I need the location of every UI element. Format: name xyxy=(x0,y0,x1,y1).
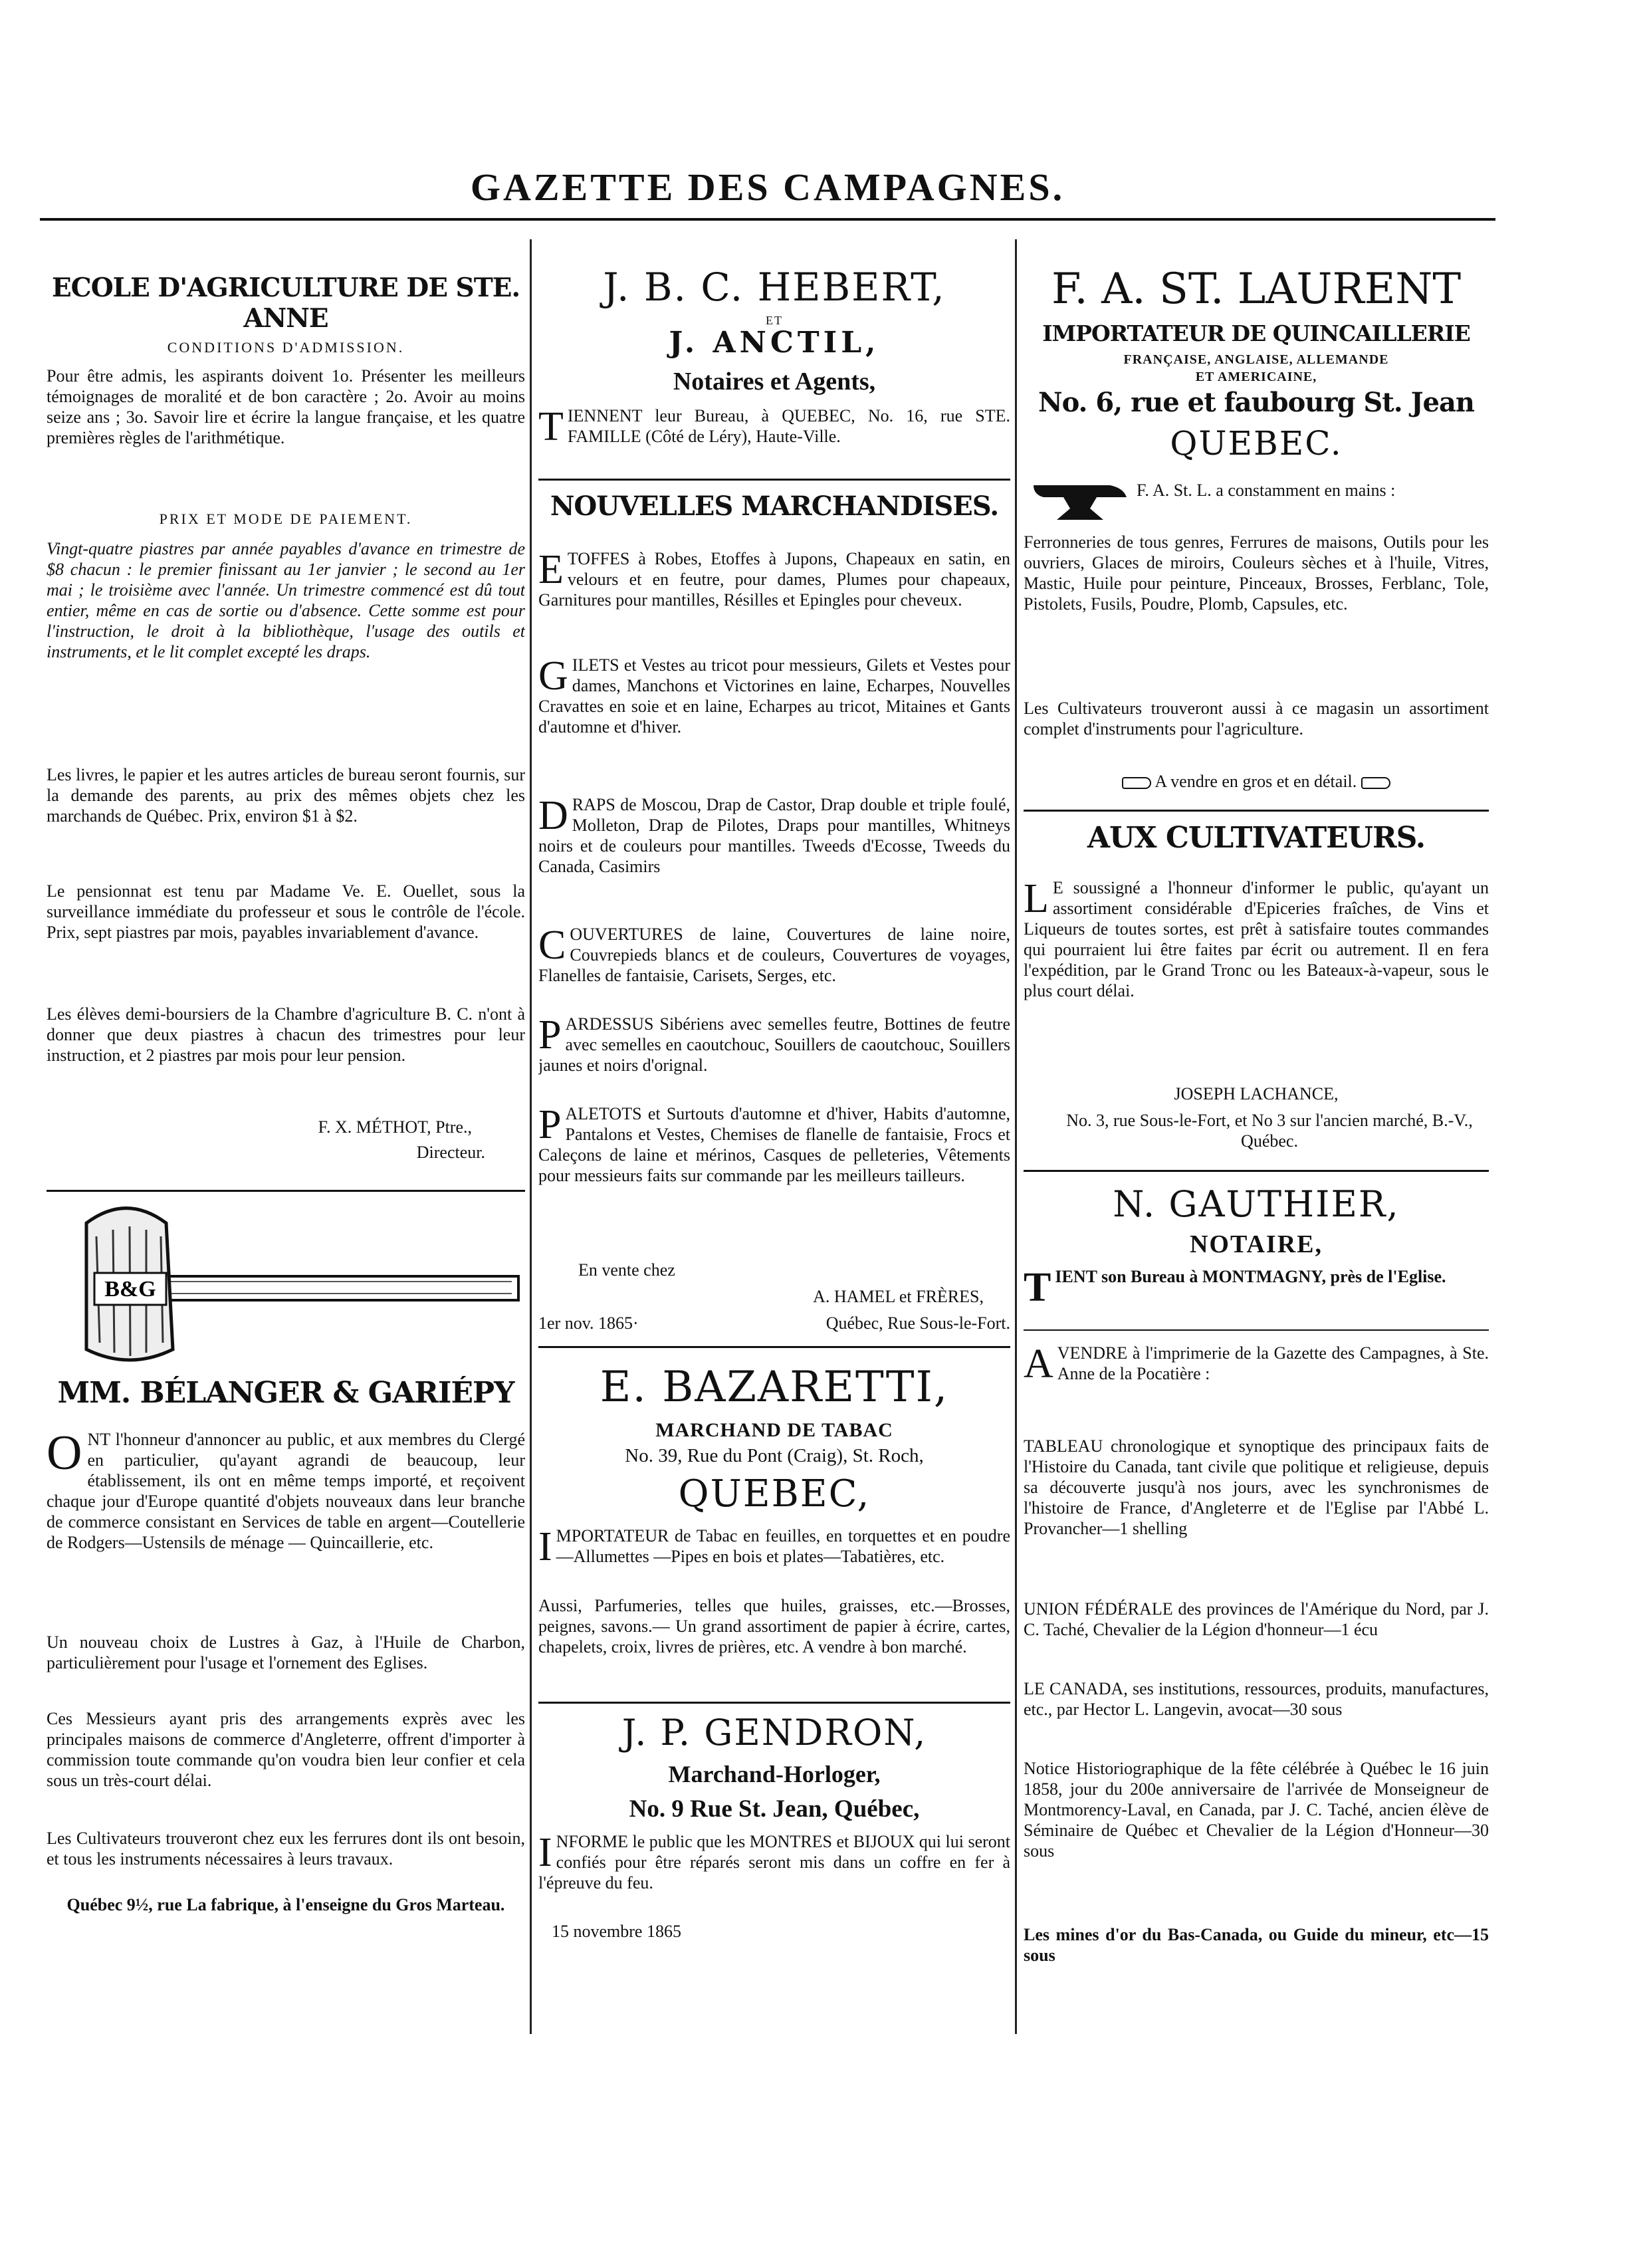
gendron-subtitle: Marchand-Horloger, xyxy=(668,1761,881,1787)
cultivateurs-text: L E soussigné a l'honneur d'informer le public, qu'ayant un assortiment considérable d'Epiceries fraîches, de Vins et Liqueurs de toutes sortes, est prêt à satisfaire toutes commandes qui pourraient lui être faites par écrit ou autrement. Il en fera l'expédition, par le Grand Tronc ou les Bateaux-à-vapeur, sous le plus court délai. xyxy=(1024,877,1489,1000)
nouvelles-title: NOUVELLES MARCHANDISES. xyxy=(550,491,999,522)
belanger-p2: Un nouveau choix de Lustres à Gaz, à l'Huile de Charbon, particulièrement pour l'usage et l'ornement des Eglises. xyxy=(47,1633,525,1672)
livres-text: Les livres, le papier et les autres articles de bureau seront fournis, sur la demande des parents, au prix des mêmes objets chez les marchands de Québec. Prix, environ $1 à $2. xyxy=(47,765,525,826)
bazaretti-p1: IMPORTATEUR de Tabac en feuilles, en torquettes et en poudre—Allumettes —Pipes en bois et plates—Tabatières, etc. xyxy=(538,1526,1010,1569)
bazaretti-city: QUEBEC, xyxy=(678,1472,871,1516)
laurent-p2: Les Cultivateurs trouveront aussi à ce magasin un assortiment complet d'instruments pour l'agriculture. xyxy=(1024,699,1489,738)
laurent-line2: ET AMERICAINE, xyxy=(1195,370,1317,384)
belanger-p1: ONT l'honneur d'annoncer au public, et aux membres du Clergé en particulier, qu'ayant agrandi de beaucoup, leur établissement, ils ont en même temps importé, et reçoivent chaque jour d'Europe quantité d'objets nouveaux dans leur branche de commerce consistant en Services de table en argent—Coutellerie de Rodgers—Ustensils de ménage — Quincaillerie, etc. xyxy=(47,1429,525,1552)
nouvelles-p2: GILETS et Vestes au tricot pour messieurs, Gilets et Vestes pour dames, Manchons et Victorines en laine, Echarpes, Nouvelles Cravattes en soie et en laine, Echarpes au tricot, Mitaines et Gants d'automne et d'hiver. xyxy=(538,655,1010,737)
masthead xyxy=(40,160,1495,226)
hammer-label: B&G xyxy=(104,1277,156,1302)
section-rule xyxy=(1024,1329,1489,1331)
dropcap-o: O xyxy=(47,1429,82,1480)
laurent-city: QUEBEC. xyxy=(1170,424,1343,463)
masthead-rule xyxy=(40,218,1495,221)
hebert-text: TIENNENT leur Bureau, à QUEBEC, No. 16, rue STE. FAMILLE (Côté de Léry), Haute-Ville. xyxy=(538,405,1010,449)
gendron-title: J. P. GENDRON, xyxy=(621,1712,927,1754)
column-right xyxy=(1024,239,1489,2233)
vendre-tableau: TABLEAU chronologique et synoptique des principaux faits de l'Histoire du Canada, tant civile que politique et religieuse, depuis sa découverte jusqu'à nos jours, avec les synchronismes de l'histoire de France, d'Angleterre et de l'Eglise par l'Abbé L. Provancher—1 shelling xyxy=(1024,1436,1489,1538)
anvil-illustration xyxy=(1030,479,1130,525)
section-rule xyxy=(538,479,1010,481)
vendre-notice: Notice Historiographique de la fête célébrée à Québec le 16 juin 1858, jour du 200e anniversaire de l'arrivée de Monseigneur de Montmorency-Laval, en Canada, par J. C. Taché, ancien élève de Séminaire de Québec et Chevalier de la Légion d'Honneur—30 sous xyxy=(1024,1759,1489,1861)
signature-name: F. X. MÉTHOT, Ptre., xyxy=(318,1117,472,1137)
nouvelles-p1: ETOFFES à Robes, Etoffes à Jupons, Chapeaux en satin, en velours et en feutre, pour dames, Plumes pour chapeaux, Garnitures pour mantilles, Résilles et Epingles pour cheveux. xyxy=(538,548,1010,610)
gendron-address: No. 9 Rue St. Jean, Québec, xyxy=(629,1795,920,1823)
seller-name: A. HAMEL et FRÈRES, xyxy=(813,1287,984,1306)
bazaretti-address: No. 39, Rue du Pont (Craig), St. Roch, xyxy=(625,1446,924,1466)
cultivateurs-title: AUX CULTIVATEURS. xyxy=(1087,821,1426,855)
column-divider-2 xyxy=(1015,239,1017,2034)
hebert-et: ET xyxy=(766,314,783,327)
section-rule xyxy=(538,1702,1010,1704)
conditions-heading: CONDITIONS D'ADMISSION. xyxy=(167,339,405,356)
gauthier-title: N. GAUTHIER, xyxy=(1113,1183,1400,1225)
section-rule xyxy=(1024,1170,1489,1172)
gauthier-subtitle: NOTAIRE, xyxy=(1189,1230,1323,1258)
prix-heading: PRIX ET MODE DE PAIEMENT. xyxy=(159,510,413,527)
newspaper-title: GAZETTE DES CAMPAGNES. xyxy=(470,166,1065,209)
gauthier-text: TIENT son Bureau à MONTMAGNY, près de l'Eglise. xyxy=(1024,1266,1446,1310)
bazaretti-title: E. BAZARETTI, xyxy=(600,1363,949,1412)
laurent-title: F. A. ST. LAURENT xyxy=(1051,265,1462,314)
lachance-address: No. 3, rue Sous-le-Fort, et No 3 sur l'ancien marché, B.-V., Québec. xyxy=(1066,1111,1473,1151)
gendron-text: INFORME le public que les MONTRES et BIJOUX qui lui seront confiés pour être réparés seront mis dans un coffre en fer à l'épreuve du feu. xyxy=(538,1831,1010,1892)
nouvelles-p5: PARDESSUS Sibériens avec semelles feutre, Bottines de feutre avec semelles en caoutchouc, Souillers de caoutchouc, Souillers jaunes et noirs d'orignal. xyxy=(538,1014,1010,1075)
vendre-canada: LE CANADA, ses institutions, ressources, produits, manufactures, etc., par Hector L. Langevin, avocat—30 sous xyxy=(1024,1679,1489,1719)
hebert-title: J. B. C. HEBERT, xyxy=(603,265,946,310)
pointing-hand-icon xyxy=(1122,777,1151,789)
laurent-vendre: A vendre en gros et en détail. xyxy=(1024,771,1489,792)
section-rule xyxy=(538,1346,1010,1348)
pension-text: Le pensionnat est tenu par Madame Ve. E. Ouellet, sous la surveillance immédiate du professeur et sous le contrôle de l'école. Prix, sept piastres par mois, payables invariablement d'avance. xyxy=(47,881,525,942)
belanger-address: Québec 9½, rue La fabrique, à l'enseigne du Gros Marteau. xyxy=(66,1895,505,1914)
laurent-p1: Ferronneries de tous genres, Ferrures de maisons, Outils pour les ouvriers, Glaces de miroirs, Couleurs sèches et à l'huile, Vitres, Mastic, Huile pour peinture, Pinceaux, Brosses, Ferblanc, Tole, Pistolets, Fusils, Poudre, Plomb, Capsules, etc. xyxy=(1024,532,1489,614)
vendre-mines: Les mines d'or du Bas-Canada, ou Guide du mineur, etc—15 sous xyxy=(1024,1925,1489,1965)
belanger-p4: Les Cultivateurs trouveront chez eux les ferrures dont ils ont besoin, et tous les instruments nécessaires à leurs travaux. xyxy=(47,1829,525,1869)
bazaretti-p2: Aussi, Parfumeries, telles que huiles, graisses, etc.—Brosses, peignes, savons.— Un grand assortiment de papier à écrire, cartes, chapelets, croix, livres de prières, etc. A vendre à bon marché. xyxy=(538,1596,1010,1656)
laurent-address: No. 6, rue et faubourg St. Jean xyxy=(1038,387,1474,418)
prix-text: Vingt-quatre piastres par année payables d'avance en trimestre de $8 chacun : le premier finissant au 1er janvier ; le second au 1er mai ; le troisième avec l'année. Un trimestre commencé est dû tout entier, même en cas de sortie ou d'absence. Cette somme est pour l'instruction, le droit à la bibliothèque, l'usage des outils et instruments, et le lit complet excepté les draps. xyxy=(47,539,525,661)
dropcap-t: T xyxy=(538,405,564,449)
nouvelles-date: 1er nov. 1865· xyxy=(538,1313,639,1333)
nouvelles-p6: PALETOTS et Surtouts d'automne et d'hiver, Habits d'automne, Pantalons et Vestes, Chemises de flanelle de fantaisie, Frocs et Caleçons de laine et mérinos, Casques de pelleteries, Vêtements pour messieurs faits sur commande par les meilleurs tailleurs. xyxy=(538,1103,1010,1185)
nouvelles-p4: COUVERTURES de laine, Couvertures de laine noire, Couvrepieds blancs et de couleurs, Couvertures de voyages, Flanelles de fantaisie, Carisets, Serges, etc. xyxy=(538,924,1010,985)
eleves-text: Les élèves demi-boursiers de la Chambre d'agriculture B. C. n'ont à donner que deux piastres à chacun des trimestres pour leur instruction, et 2 piastres par mois pour leur pension. xyxy=(47,1004,525,1065)
bazaretti-subtitle: MARCHAND DE TABAC xyxy=(655,1419,893,1441)
lachance-name: JOSEPH LACHANCE, xyxy=(1174,1084,1339,1103)
anctil-title: J. ANCTIL, xyxy=(669,326,880,360)
section-rule xyxy=(1024,810,1489,812)
hebert-subtitle: Notaires et Agents, xyxy=(673,368,876,396)
laurent-line1: FRANÇAISE, ANGLAISE, ALLEMANDE xyxy=(1123,352,1389,367)
section-rule xyxy=(47,1190,525,1192)
hammer-icon xyxy=(47,1196,525,1376)
vente-chez: En vente chez xyxy=(578,1260,675,1280)
column-middle xyxy=(538,239,1010,2233)
laurent-subtitle: IMPORTATEUR DE QUINCAILLERIE xyxy=(1042,320,1470,346)
belanger-p3: Ces Messieurs ayant pris des arrangements exprès avec les principales maisons de commerce d'Angleterre, offrent d'importer à commission toute commande qu'on voudra bien leur confier et cela sous un très-court délai. xyxy=(47,1709,525,1790)
ecole-title: ECOLE D'AGRICULTURE DE STE. ANNE xyxy=(51,273,520,334)
column-left xyxy=(47,239,525,2233)
nouvelles-place: Québec, Rue Sous-le-Fort. xyxy=(825,1313,1010,1333)
column-divider-1 xyxy=(530,239,532,2034)
vendre-intro: AVENDRE à l'imprimerie de la Gazette des Campagnes, à Ste. Anne de la Pocatière : xyxy=(1024,1343,1489,1387)
hammer-illustration xyxy=(47,1196,525,1376)
belanger-title: MM. BÉLANGER & GARIÉPY xyxy=(57,1376,514,1410)
conditions-text: Pour être admis, les aspirants doivent 1o. Présenter les meilleurs témoignages de moralité et de bon caractère ; 2o. Avoir au moins seize ans ; 3o. Savoir lire et écrire la langue française, et les quatre premières règles de l'arithmétique. xyxy=(47,366,525,447)
laurent-intro: F. A. St. L. a constamment en mains : xyxy=(1137,481,1396,500)
anvil-icon xyxy=(1030,479,1130,525)
gendron-date: 15 novembre 1865 xyxy=(552,1922,681,1941)
nouvelles-p3: DRAPS de Moscou, Drap de Castor, Drap double et triple foulé, Molleton, Drap de Pilotes, Draps pour mantilles, Whitneys noirs et de couleurs pour mantilles. Tweeds d'Ecosse, Tweeds du Canada, Casimirs xyxy=(538,794,1010,876)
signature-title: Directeur. xyxy=(416,1143,485,1162)
vendre-union: UNION FÉDÉRALE des provinces de l'Amérique du Nord, par J. C. Taché, Chevalier de la Légion d'honneur—1 écu xyxy=(1024,1599,1489,1639)
pointing-hand-icon xyxy=(1361,777,1390,789)
